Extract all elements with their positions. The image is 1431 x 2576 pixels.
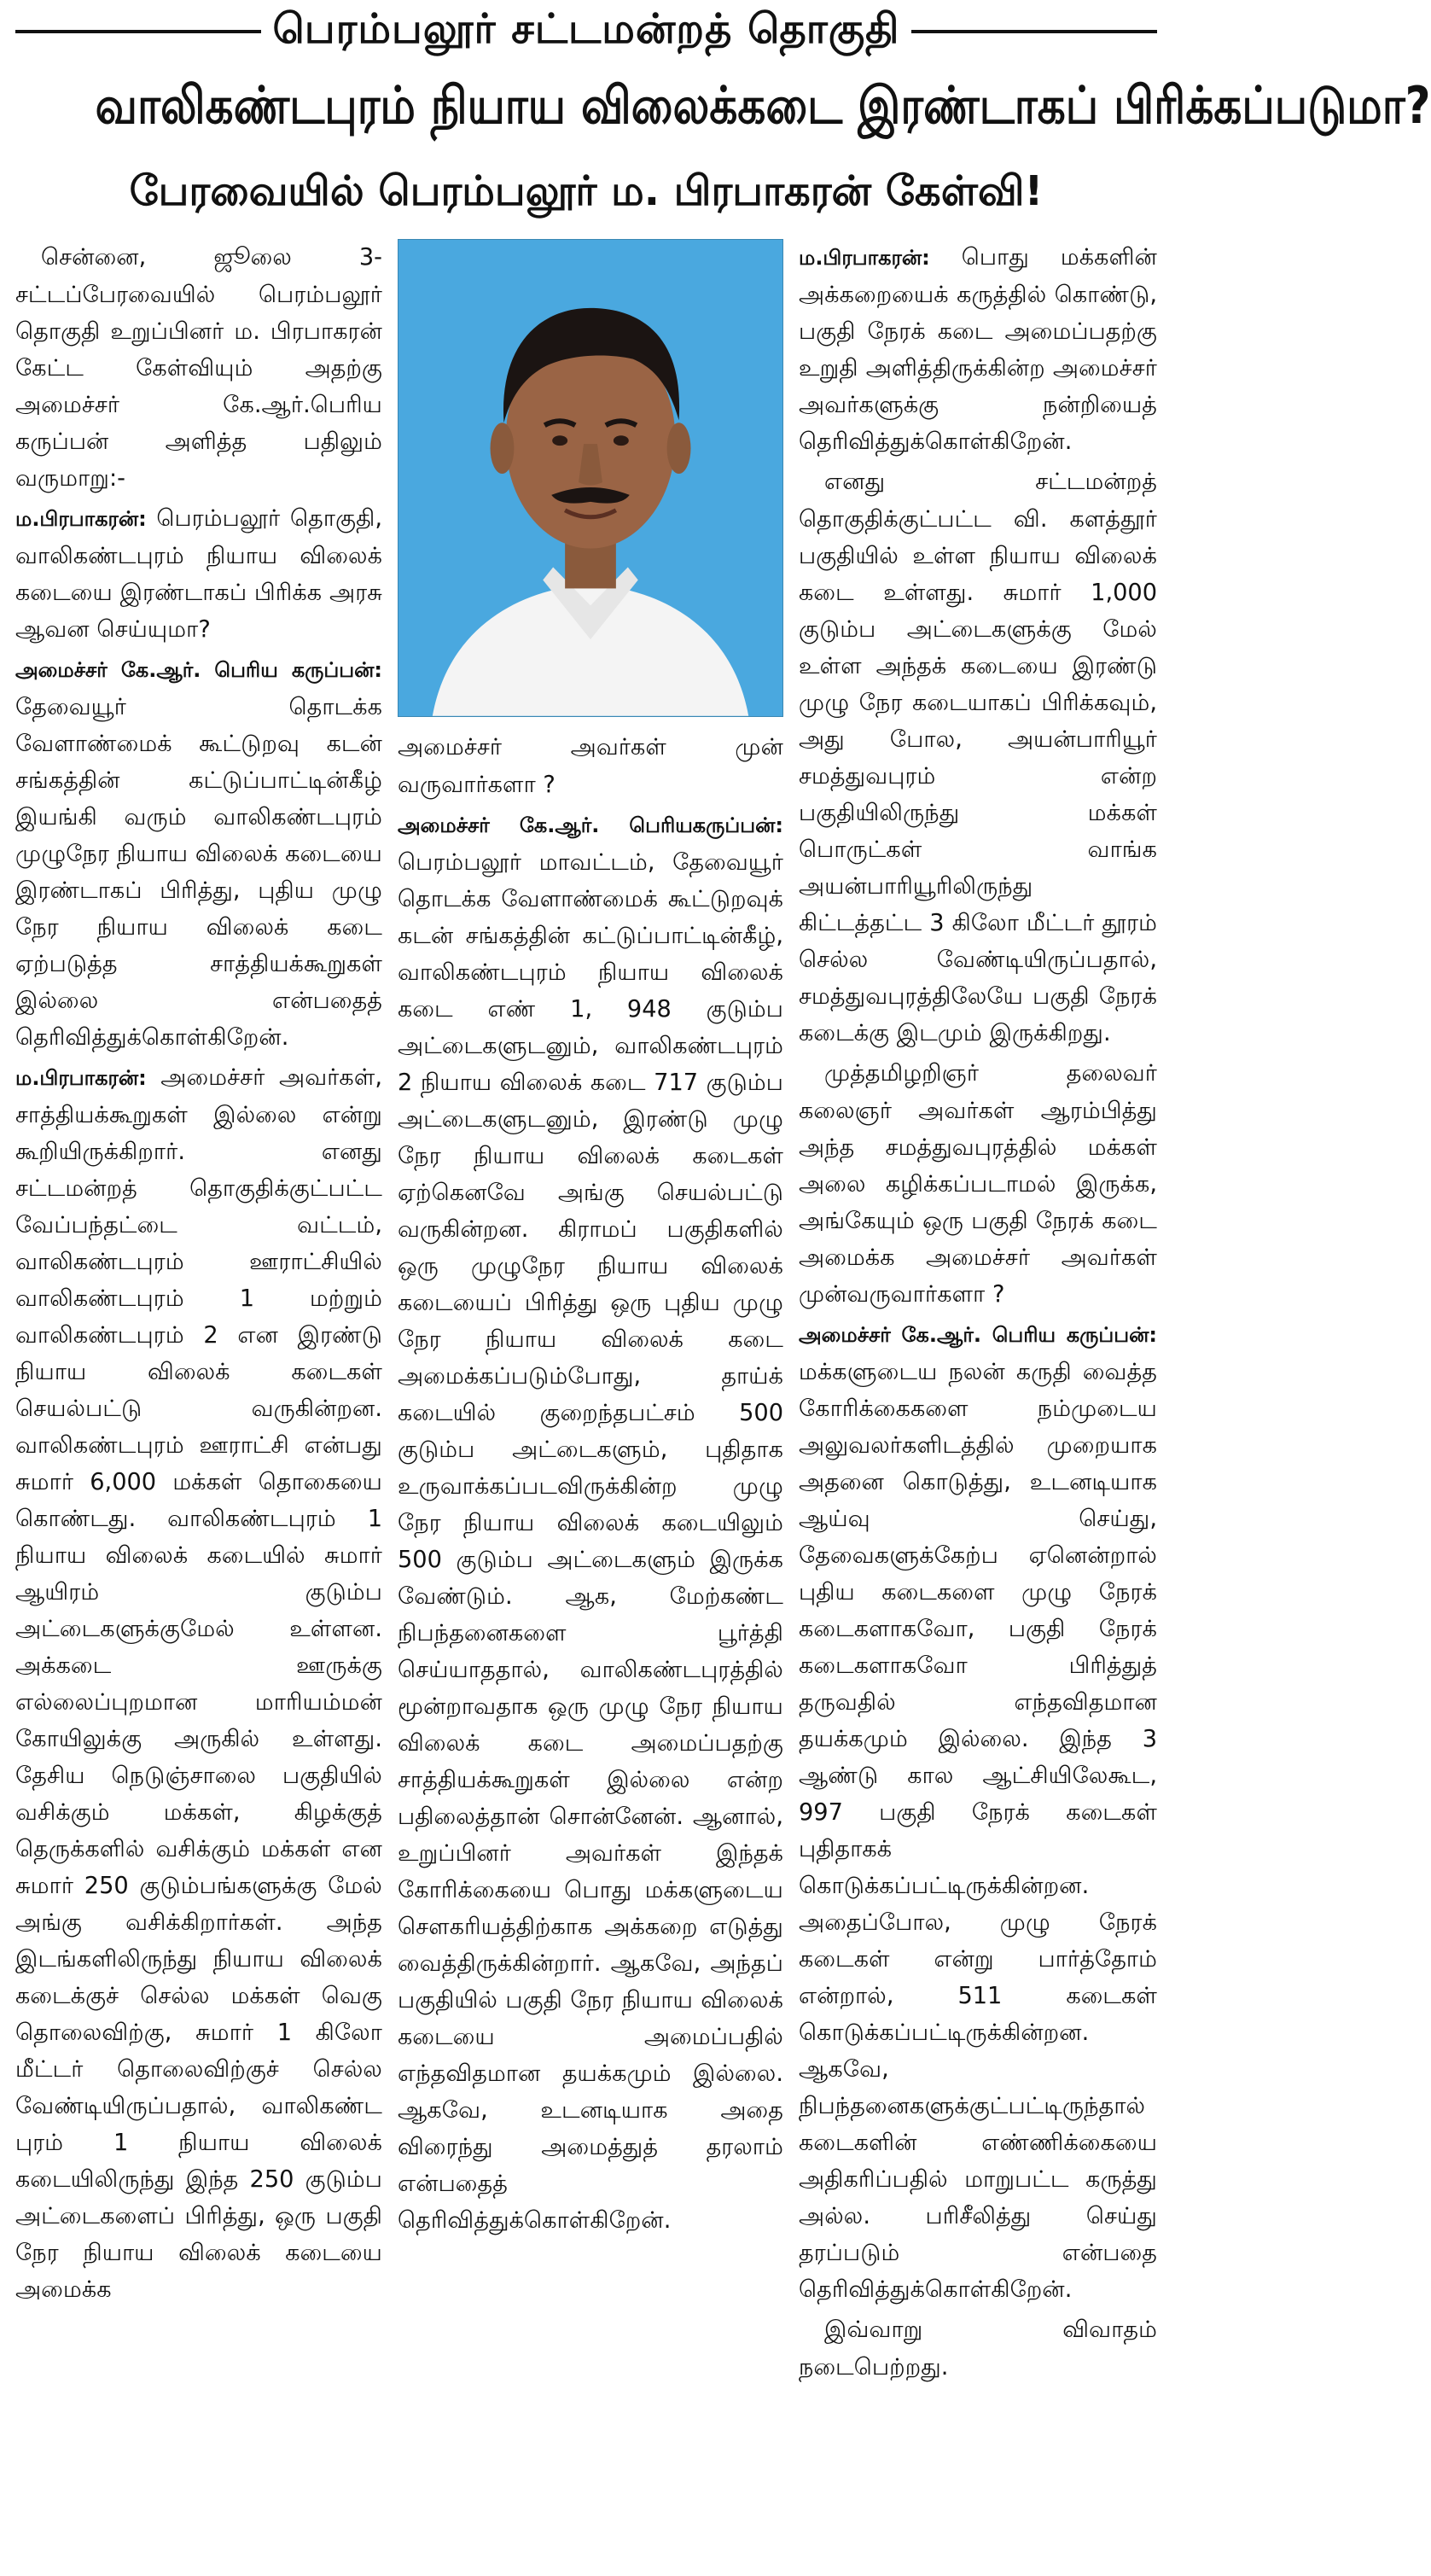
paragraph-text: இவ்வாறு விவாதம் நடைபெற்றது. [799, 2317, 1157, 2381]
paragraph [398, 729, 783, 803]
column-3 [799, 239, 1157, 2389]
kicker-row [15, 5, 1157, 58]
article-columns [15, 239, 1157, 2389]
paragraph-text: மக்களுடைய நலன் கருதி வைத்த கோரிக்கைகளை நம்முடைய அலுவலர்களிடத்தில் முறையாக அதனை கொடுத்து, உடனடியாக ஆய்வு செய்து, தேவைகளுக்கேற்ப ஏனென்றால் புதிய கடைகளை முழு நேரக் கடைகளாகவோ, பகுதி நேரக் கடைகளாகவோ பிரித்துத் தருவதில் எந்தவிதமான தயக்கமும் இல்லை. இந்த 3 ஆண்டு கால ஆட்சியிலேகூட, 997 பகுதி நேரக் கடைகள் புதிதாகக் கொடுக்கப்பட்டிருக்கின்றன. அதைப்போல, முழு நேரக் கடைகள் என்று பார்த்தோம் என்றால், 511 கடைகள் கொடுக்கப்பட்டிருக்கின்றன. ஆகவே, நிபந்தனைகளுக்குட்பட்டிருந்தால் கடைகளின் எண்ணிக்கையை அதிகரிப்பதில் மாறுபட்ட கருத்து அல்ல. பரிசீலித்து செய்து தரப்படும் என்பதை தெரிவித்துக்கொள்கிறேன். [799, 1359, 1157, 2303]
subheadline: பேரவையில் பெரம்பலூர் ம. பிரபாகரன் கேள்வி! [129, 167, 1044, 215]
paragraph [15, 500, 382, 648]
speaker-label: அமைச்சர் கே.ஆர். பெரியகருப்பன்: [398, 813, 783, 837]
paragraph-text: அமைச்சர் அவர்கள், சாத்தியக்கூறுகள் இல்லை என்று கூறியிருக்கிறார். எனது சட்டமன்றத் தொகுதிக்குட்பட்ட வேப்பந்தட்டை வட்டம், வாலிகண்டபுரம் ஊராட்சியில் வாலிகண்டபுரம் 1 மற்றும் வாலிகண்டபுரம் 2 என இரண்டு நியாய விலைக் கடைகள் செயல்பட்டு வருகின்றன. வாலிகண்டபுரம் ஊராட்சி என்பது சுமார் 6,000 மக்கள் தொகையை கொண்டது. வாலிகண்டபுரம் 1 நியாய விலைக் கடையில் சுமார் ஆயிரம் குடும்ப அட்டைகளுக்குமேல் உள்ளன. அக்கடை ஊருக்கு எல்லைப்புறமான மாரியம்மன் கோயிலுக்கு அருகில் உள்ளது. தேசிய நெடுஞ்சாலை பகுதியில் வசிக்கும் மக்கள், கிழக்குத் தெருக்களில் வசிக்கும் மக்கள் என சுமார் 250 குடும்பங்களுக்கு மேல் அங்கு வசிக்கிறார்கள். அந்த இடங்களிலிருந்து நியாய விலைக் கடைக்குச் செல்ல மக்கள் வெகு தொலைவிற்கு, சுமார் 1 கிலோ மீட்டர் தொலைவிற்குச் செல்ல வேண்டியிருப்பதால், வாலிகண்ட புரம் 1 நியாய விலைக் கடையிலிருந்து இந்த 250 குடும்ப அட்டைகளைப் பிரித்து, ஒரு பகுதி நேர நியாய விலைக் கடையை அமைக்க [15, 1064, 382, 2303]
paragraph-text: தேவையூர் தொடக்க வேளாண்மைக் கூட்டுறவு கடன் சங்கத்தின் கட்டுப்பாட்டின்கீழ் இயங்கி வரும் வாலிகண்டபுரம் முழுநேர நியாய விலைக் கடையை இரண்டாகப் பிரித்து, புதிய முழு நேர நியாய விலைக் கடை ஏற்படுத்த சாத்தியக்கூறுகள் இல்லை என்பதைத் தெரிவித்துக்கொள்கிறேன். [15, 694, 382, 1051]
speaker-label: ம.பிரபாகரன்: [15, 507, 147, 531]
column-1 [15, 239, 382, 2311]
paragraph-text: அமைச்சர் அவர்கள் முன் வருவார்களா ? [398, 734, 783, 798]
article-header [15, 5, 1431, 220]
portrait-photo [398, 239, 783, 717]
paragraph [799, 1316, 1157, 2308]
column-2 [398, 239, 783, 2242]
paragraph-text: எனது சட்டமன்றத் தொகுதிக்குட்பட்ட வி. களத்தூர் பகுதியில் உள்ள நியாய விலைக் கடை உள்ளது. சுமார் 1,000 குடும்ப அட்டைகளுக்கு மேல் உள்ள அந்தக் கடையை இரண்டு முழு நேர கடையாகப் பிரிக்கவும், அது போல, அயன்பாரியூர் சமத்துவபுரம் என்ற பகுதியிலிருந்து மக்கள் பொருட்கள் வாங்க அயன்பாரியூரிலிருந்து கிட்டத்தட்ட 3 கிலோ மீட்டர் தூரம் செல்ல வேண்டியிருப்பதால், சமத்துவபுரத்திலேயே பகுதி நேரக் கடைக்கு இடமும் இருக்கிறது. [799, 469, 1157, 1046]
portrait-photo-icon [398, 240, 782, 716]
paragraph [799, 463, 1157, 1052]
kicker-rule-right [911, 30, 1157, 33]
paragraph [15, 1059, 382, 2308]
paragraph [15, 651, 382, 1056]
paragraph-text: முத்தமிழறிஞர் தலைவர் கலைஞர் அவர்கள் ஆரம்பித்து அந்த சமத்துவபுரத்தில் மக்கள் அலை கழிக்கப்படாமல் இருக்க, அங்கேயும் ஒரு பகுதி நேரக் கடை அமைக்க அமைச்சர் அவர்கள் முன்வருவார்களா ? [799, 1060, 1157, 1308]
speaker-label: ம.பிரபாகரன்: [799, 246, 930, 270]
speaker-label: அமைச்சர் கே.ஆர். பெரிய கருப்பன்: [799, 1323, 1157, 1347]
speaker-label: ம.பிரபாகரன்: [15, 1066, 147, 1090]
headline: வாலிகண்டபுரம் நியாய விலைக்கடை இரண்டாகப் பிரிக்கப்படுமா? [95, 76, 1431, 136]
paragraph-text: பெரம்பலூர் மாவட்டம், தேவையூர் தொடக்க வேளாண்மைக் கூட்டுறவுக் கடன் சங்கத்தின் கட்டுப்பாட்டின்கீழ், வாலிகண்டபுரம் நியாய விலைக் கடை எண் 1, 948 குடும்ப அட்டைகளுடனும், வாலிகண்டபுரம் 2 நியாய விலைக் கடை 717 குடும்ப அட்டைகளுடனும், இரண்டு முழு நேர நியாய விலைக் கடைகள் ஏற்கெனவே அங்கு செயல்பட்டு வருகின்றன. கிராமப் பகுதிகளில் ஒரு முழுநேர நியாய விலைக் கடையைப் பிரித்து ஒரு புதிய முழு நேர நியாய விலைக் கடை அமைக்கப்படும்போது, தாய்க் கடையில் குறைந்தபட்சம் 500 குடும்ப அட்டைகளும், புதிதாக உருவாக்கப்படவிருக்கின்ற முழு நேர நியாய விலைக் கடையிலும் 500 குடும்ப அட்டைகளும் இருக்க வேண்டும். ஆக, மேற்கண்ட நிபந்தனைகளை பூர்த்தி செய்யாததால், வாலிகண்டபுரத்தில் மூன்றாவதாக ஒரு முழு நேர நியாய விலைக் கடை அமைப்பதற்கு சாத்தியக்கூறுகள் இல்லை என்ற பதிலைத்தான் சொன்னேன். ஆனால், உறுப்பினர் அவர்கள் இந்தக் கோரிக்கையை பொது மக்களுடைய சௌகரியத்திற்காக அக்கறை எடுத்து வைத்திருக்கின்றார். ஆகவே, அந்தப் பகுதியில் பகுதி நேர நியாய விலைக் கடையை அமைப்பதில் எந்தவிதமான தயக்கமும் இல்லை. ஆகவே, உடனடியாக அதை விரைந்து அமைத்துத் தரலாம் என்பதைத் தெரிவித்துக்கொள்கிறேன். [398, 849, 783, 2234]
paragraph [398, 807, 783, 2239]
speaker-label: அமைச்சர் கே.ஆர். பெரிய கருப்பன்: [15, 658, 382, 682]
paragraph [799, 2311, 1157, 2386]
paragraph-text: சென்னை, ஜூலை 3- சட்டப்பேரவையில் பெரம்பலூர் தொகுதி உறுப்பினர் ம. பிரபாகரன் கேட்ட கேள்வியும் அதற்கு அமைச்சர் கே.ஆர்.பெரிய கருப்பன் அளித்த பதிலும் வருமாறு:- [15, 244, 382, 492]
paragraph [15, 239, 382, 497]
paragraph [799, 239, 1157, 460]
paragraph [799, 1055, 1157, 1313]
kicker-rule-left [15, 30, 261, 33]
paragraph-text: பெரம்பலூர் தொகுதி, வாலிகண்டபுரம் நியாய விலைக் கடையை இரண்டாகப் பிரிக்க அரசு ஆவன செய்யுமா? [15, 505, 382, 643]
kicker: பெரம்பலூர் சட்டமன்றத் தொகுதி [272, 5, 900, 53]
paragraph-text: பொது மக்களின் அக்கறையைக் கருத்தில் கொண்டு, பகுதி நேரக் கடை அமைப்பதற்கு உறுதி அளித்திருக்கின்ற அமைச்சர் அவர்களுக்கு நன்றியைத் தெரிவித்துக்கொள்கிறேன். [799, 244, 1157, 455]
